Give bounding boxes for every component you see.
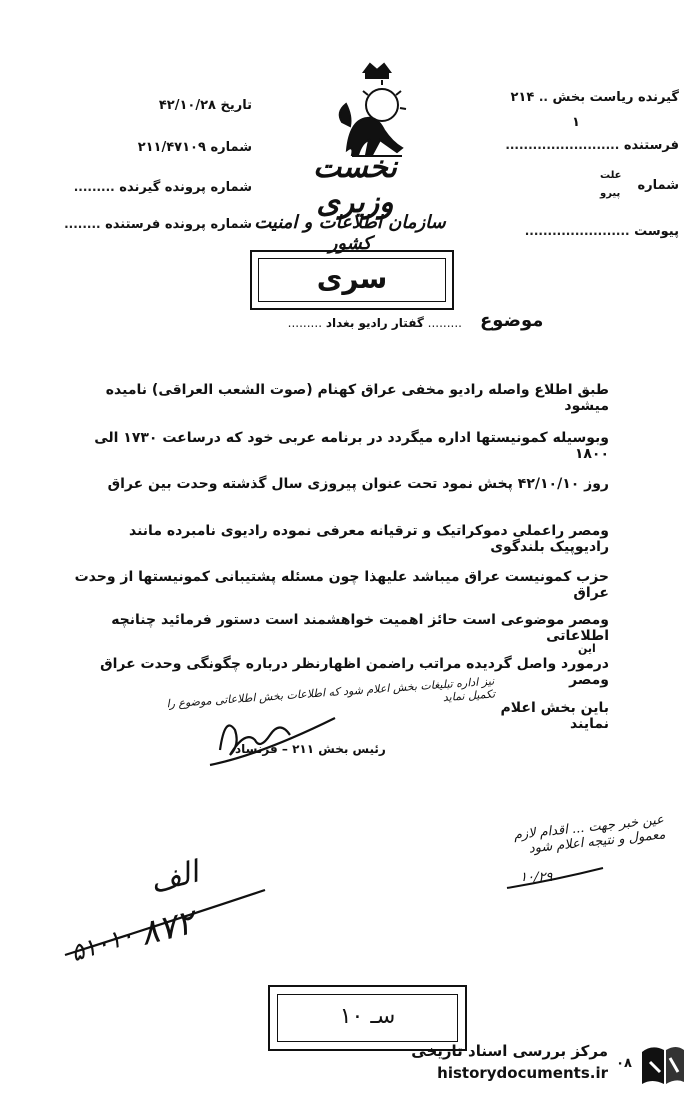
margin-stroke bbox=[60, 880, 270, 960]
margin-note-top: الف bbox=[146, 854, 203, 901]
handwritten-note-2: عین خبر جهت ... اقدام لازم معمول و نتیجه اعلام شود bbox=[513, 812, 667, 857]
number-left-label: شماره bbox=[210, 140, 252, 155]
recipient-label: گیرنده ریاست بخش bbox=[552, 90, 679, 105]
subject-line: ......... گفتار رادیو بغداد ......... bbox=[287, 316, 462, 330]
body-line-4: ومصر راعملی دموکراتیک و ترقیانه معرفی نموده رادیوی نامبرده مانند رادیوپیک بلندگوی bbox=[129, 523, 609, 555]
number-sub-1: علت bbox=[600, 170, 622, 181]
bottom-stamp-text: سـ ۱۰ bbox=[277, 994, 458, 1042]
body-line-1: طبق اطلاع واصله رادیو مخفی عراق کهنام (صوت الشعب العراقی) نامیده میشود bbox=[105, 382, 609, 414]
margin-note-extra: ۵۱۰۱۰ bbox=[67, 920, 138, 968]
sender-label: فرستنده bbox=[623, 138, 679, 153]
recipient-file-label: شماره پرونده گیرنده bbox=[119, 180, 252, 195]
number-label: شماره bbox=[637, 178, 679, 193]
sender-row: فرستنده ......................... bbox=[505, 138, 679, 153]
classification-stamp bbox=[250, 250, 454, 310]
footer-title: مرکز بررسی اسناد تاریخی bbox=[411, 1042, 608, 1060]
attachment-label: پیوست bbox=[634, 224, 679, 239]
subject-value: گفتار رادیو بغداد bbox=[325, 316, 424, 330]
archive-logo-icon bbox=[638, 1042, 686, 1088]
number-sub-2: پیرو bbox=[600, 188, 621, 199]
sender-file-row: شماره پرونده فرستنده ........ bbox=[64, 217, 252, 232]
organization-title: سازمان اطلاعات و امنیت کشور bbox=[254, 212, 446, 254]
body-line-5: حزب کمونیست عراق میباشد علیهذا چون مسئله پشتیبانی کمونیستها از وحدت عراق bbox=[74, 569, 609, 601]
body-line-2: وبوسیله کمونیستها اداره میگردد در برنامه عربی خود که درساعت ۱۷۳۰ الی ۱۸۰۰ bbox=[94, 430, 609, 462]
signature-scribble bbox=[200, 700, 340, 770]
classification-text: سری bbox=[258, 258, 446, 302]
handwritten-note-1: نیز اداره تبلیغات بخش اعلام شود که اطلاعات بخش اطلاعاتی موضوع را تکمیل نماید bbox=[166, 674, 496, 711]
attachment-row: پیوست ....................... bbox=[524, 224, 679, 239]
footer-side-mark: ۰۸ bbox=[616, 1056, 632, 1071]
signature-title: رئیس بخش ۲۱۱ – bbox=[281, 742, 386, 756]
ministry-title: نخست وزیری bbox=[313, 150, 397, 220]
signature-name: فرنساد bbox=[235, 742, 278, 756]
signature-line bbox=[235, 742, 386, 756]
footer-watermark bbox=[411, 1042, 690, 1092]
footer-site: historydocuments.ir bbox=[437, 1064, 608, 1082]
date-label: تاریخ bbox=[220, 98, 252, 113]
sender-file-label: شماره پرونده فرستنده bbox=[105, 217, 252, 232]
handwritten-note-2-date: ۱۰/۲۹ bbox=[520, 870, 553, 885]
number-left-row bbox=[82, 140, 252, 155]
body-line-6: ومصر موضوعی است حائز اهمیت خواهشمند است دستور فرمائید چنانچه اطلاعاتی bbox=[111, 612, 609, 644]
recipient-sub: ۱ bbox=[572, 115, 580, 130]
recipient-file-row: شماره پرونده گیرنده ......... bbox=[73, 180, 252, 195]
margin-note-numbers: ۸۷۲ bbox=[135, 901, 199, 955]
note-underline bbox=[505, 862, 605, 892]
subject-label: موضوع bbox=[480, 310, 544, 331]
recipient-row: گیرنده ریاست بخش .. ۲۱۴ bbox=[510, 90, 679, 105]
number-row bbox=[637, 178, 679, 193]
number-left-value: ۲۱۱/۴۷۱۰۹ bbox=[137, 140, 206, 155]
body-line-3: روز ۴۲/۱۰/۱۰ پخش نمود تحت عنوان پیروزی سال گذشته وحدت بین عراق bbox=[107, 476, 609, 492]
recipient-value: ۲۱۴ bbox=[510, 90, 535, 105]
body-line-7: درمورد واصل گردیده مراتب راضمن اظهارنظر درباره چگونگی وحدت عراق ومصر bbox=[100, 656, 609, 688]
date-row bbox=[82, 98, 252, 113]
date-value: ۴۲/۱۰/۲۸ bbox=[158, 98, 216, 113]
body-line-8: باین بخش اعلام نمایند bbox=[500, 700, 609, 732]
interline-insert: این bbox=[578, 642, 596, 655]
